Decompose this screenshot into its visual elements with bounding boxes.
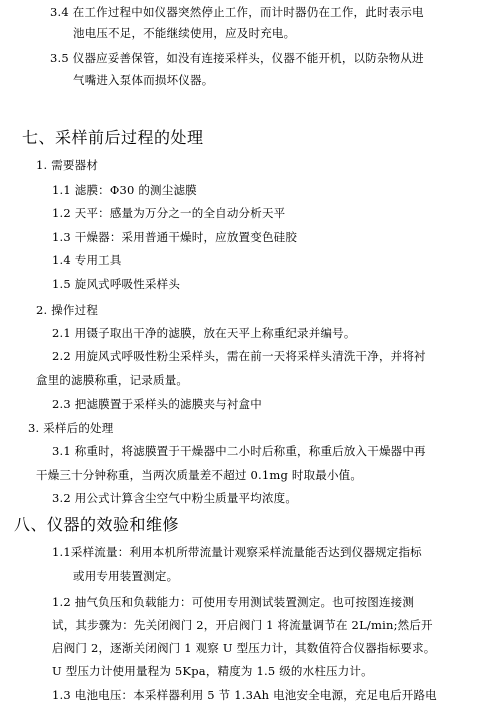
paragraph-3-5-line-1: 3.5 仪器应妥善保管，如没有连接采样头，仪器不能开机，以防杂物从进: [50, 51, 424, 65]
subsection-2-heading: 2. 操作过程: [36, 303, 99, 317]
paragraph-8-1-1-line-1: 1.1采样流量：利用本机所带流量计观察采样流量能否达到仪器规定指标: [52, 545, 422, 559]
paragraph-3-4-line-1: 3.4 在工作过程中如仪器突然停止工作，而计时器仍在工作，此时表示电: [50, 5, 424, 19]
paragraph-3-1-line-1: 3.1 称重时，将滤膜置于干燥器中二小时后称重，称重后放入干燥器中再: [52, 444, 426, 458]
paragraph-3-1-line-2: 干燥三十分钟称重，当两次质量差不超过 0.1mg 时取最小值。: [36, 468, 363, 482]
item-1-4: 1.4 专用工具: [52, 253, 122, 267]
item-1-1: 1.1 滤膜：Φ30 的测尘滤膜: [52, 183, 197, 197]
paragraph-8-1-1-line-2: 或用专用装置测定。: [73, 569, 179, 583]
paragraph-8-1-2-line-1: 1.2 抽气负压和负载能力：可使用专用测试装置测定。也可按图连接测: [52, 595, 415, 609]
paragraph-3-4-line-2: 池电压不足，不能继续使用，应及时充电。: [73, 26, 296, 40]
paragraph-8-1-3-line-1: 1.3 电池电压：本采样器利用 5 节 1.3Ah 电池安全电源，充足电后开路电: [52, 688, 437, 702]
paragraph-8-1-2-line-4: U 型压力计使用量程为 5Kpa，精度为 1.5 级的水柱压力计。: [52, 664, 373, 678]
section-7-heading: 七、采样前后过程的处理: [22, 128, 204, 147]
item-1-2: 1.2 天平：感量为万分之一的全自动分析天平: [52, 206, 286, 220]
subsection-1-heading: 1. 需要器材: [36, 158, 99, 172]
paragraph-2-3: 2.3 把滤膜置于采样头的滤膜夹与衬盒中: [52, 397, 262, 411]
paragraph-3-2: 3.2 用公式计算含尘空气中粉尘质量平均浓度。: [52, 491, 298, 505]
item-1-5: 1.5 旋风式呼吸性采样头: [52, 277, 181, 291]
paragraph-3-5-line-2: 气嘴进入泵体而损坏仪器。: [73, 73, 214, 87]
paragraph-8-1-2-line-3: 启阀门 2，逐渐关闭阀门 1 观察 U 型压力计，其数值符合仪器指标要求。: [52, 641, 436, 655]
paragraph-2-1: 2.1 用镊子取出干净的滤膜，放在天平上称重纪录并编号。: [52, 326, 356, 340]
item-1-3: 1.3 干燥器：采用普通干燥时，应放置变色硅胶: [52, 230, 298, 244]
section-8-heading: 八、仪器的效验和维修: [14, 515, 180, 534]
paragraph-2-2-line-1: 2.2 用旋风式呼吸性粉尘采样头，需在前一天将采样头清洗干净，并将衬: [52, 349, 426, 363]
paragraph-2-2-line-2: 盒里的滤膜称重，记录质量。: [36, 373, 189, 387]
paragraph-8-1-2-line-2: 试，其步骤为：先关闭阀门 2，开启阀门 1 将流量调节在 2L/min;然后开: [52, 618, 433, 632]
subsection-3-heading: 3. 采样后的处理: [28, 421, 114, 435]
